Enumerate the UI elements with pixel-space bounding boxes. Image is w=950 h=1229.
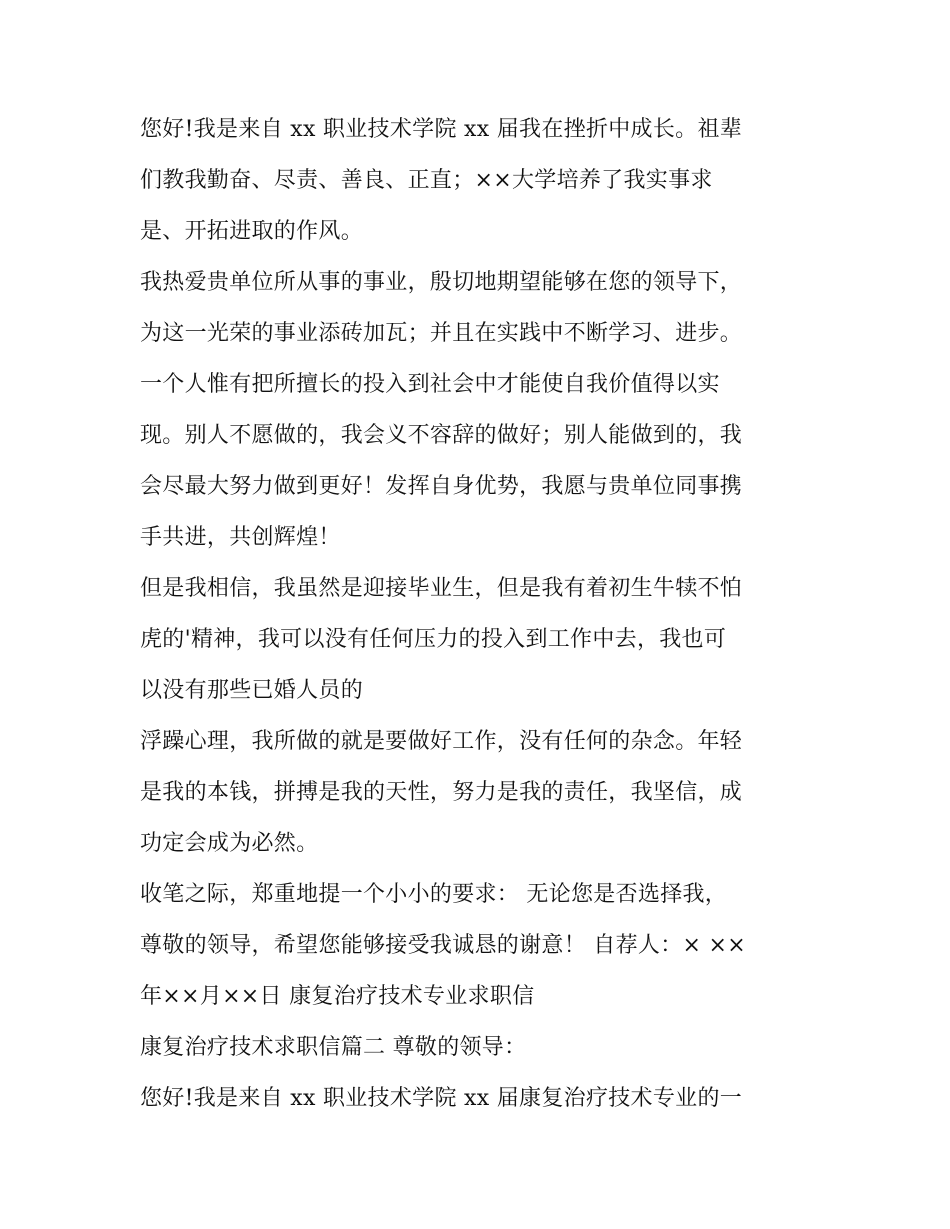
text-line: 手共进，共创辉煌！ xyxy=(140,525,341,550)
text-line: 您好!我是来自 xx 职业技术学院 xx 届我在挫折中成长。祖辈 xyxy=(140,117,743,142)
text-line: 会尽最大努力做到更好！发挥自身优势，我愿与贵单位同事携 xyxy=(140,474,743,499)
text-line: 一个人惟有把所擅长的投入到社会中才能使自我价值得以实 xyxy=(140,372,720,397)
text-line: 为这一光荣的事业添砖加瓦；并且在实践中不断学习、进步。 xyxy=(140,321,743,346)
text-line: 收笔之际，郑重地提一个小小的要求： 无论您是否选择我， xyxy=(140,882,728,907)
text-line: 们教我勤奋、尽责、善良、正直；××大学培养了我实事求 xyxy=(140,168,713,193)
text-line: 但是我相信，我虽然是迎接毕业生，但是我有着初生牛犊不怕 xyxy=(140,576,743,601)
text-line: 尊敬的领导，希望您能够接受我诚恳的谢意！ 自荐人：× ×× xyxy=(140,933,746,958)
text-line: 浮躁心理，我所做的就是要做好工作，没有任何的杂念。年轻 xyxy=(140,729,743,754)
text-line: 年××月××日 康复治疗技术专业求职信 xyxy=(140,984,535,1009)
text-line: 以没有那些已婚人员的 xyxy=(140,678,364,703)
text-line: 虎的'精神，我可以没有任何压力的投入到工作中去，我也可 xyxy=(140,627,727,652)
text-line: 我热爱贵单位所从事的事业，殷切地期望能够在您的领导下， xyxy=(140,270,743,295)
text-line: 您好!我是来自 xx 职业技术学院 xx 届康复治疗技术专业的一 xyxy=(140,1086,743,1111)
text-line: 康复治疗技术求职信篇二 尊敬的领导： xyxy=(140,1035,527,1060)
text-line: 是、开拓进取的作风。 xyxy=(140,219,364,244)
text-line: 是我的本钱，拼搏是我的天性，努力是我的责任，我坚信，成 xyxy=(140,780,743,805)
text-line: 功定会成为必然。 xyxy=(140,831,319,856)
letter-body xyxy=(140,104,830,1124)
text-line: 现。别人不愿做的，我会义不容辞的做好；别人能做到的，我 xyxy=(140,423,743,448)
